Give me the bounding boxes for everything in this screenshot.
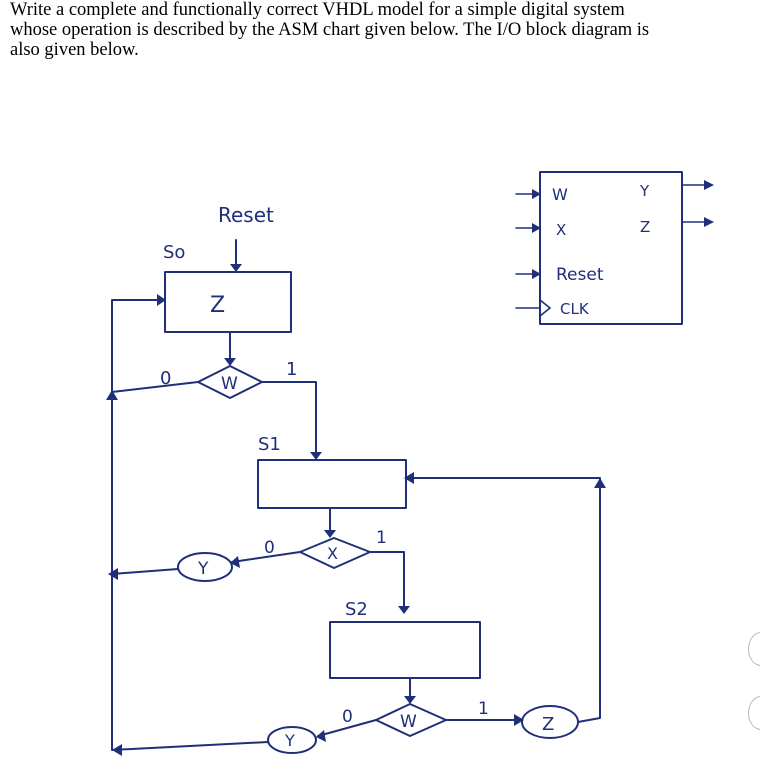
x-one-label: 1: [376, 528, 387, 548]
output-y-arrowhead: [704, 180, 714, 190]
x-one-path: [370, 552, 404, 612]
s2-state-box: [330, 622, 480, 678]
s0-state-box: [165, 272, 291, 332]
x-zero-label: 0: [264, 538, 275, 558]
cond-output-z-label: Z: [542, 714, 555, 735]
io-output-y: Y: [640, 182, 650, 200]
x-decision-label: X: [327, 544, 338, 563]
w2-one-label: 1: [478, 699, 489, 719]
io-output-z: Z: [640, 218, 651, 236]
x-one-arrowhead: [398, 606, 410, 614]
problem-line-3: also given below.: [10, 40, 139, 60]
s2-state-name: S2: [345, 599, 368, 620]
w-decision-1-label: W: [221, 374, 238, 394]
output-z-arrowhead: [704, 217, 714, 227]
s0-to-w-arrowhead: [224, 358, 236, 366]
s1-to-x-arrowhead: [324, 530, 336, 538]
cond-output-y-2-label: Y: [285, 731, 295, 750]
io-input-clk: CLK: [560, 300, 589, 318]
s0-output-label: Z: [210, 293, 226, 318]
w2-zero-arrowhead: [316, 730, 326, 742]
problem-line-1: Write a complete and functionally correct VHDL model for a simple digital system: [10, 0, 625, 20]
y2-return-path: [112, 574, 268, 750]
reset-label: Reset: [218, 203, 274, 227]
reset-arrowhead: [230, 264, 242, 272]
io-input-x: X: [556, 221, 567, 239]
problem-line-2: whose operation is described by the ASM chart given below. The I/O block diagram is: [10, 20, 650, 40]
io-input-w: W: [552, 185, 568, 204]
y1-to-left-wall: [112, 569, 178, 574]
w2-zero-label: 0: [342, 707, 353, 727]
s2-to-w-arrowhead: [404, 696, 416, 704]
io-input-reset: Reset: [556, 265, 604, 285]
cond-output-y-1-label: Y: [198, 559, 209, 579]
w1-one-arrowhead: [310, 452, 322, 460]
w1-zero-label: 0: [160, 368, 172, 389]
w-decision-2-label: W: [400, 712, 417, 732]
w1-one-label: 1: [286, 359, 298, 380]
s0-state-name: So: [163, 242, 186, 263]
z-return-up-arrowhead: [594, 478, 606, 488]
y2-return-arrowhead: [112, 744, 122, 756]
s1-state-name: S1: [258, 434, 281, 455]
w1-zero-loop: [112, 300, 198, 392]
s1-state-box: [258, 460, 406, 508]
clk-triangle-icon: [540, 300, 550, 316]
z-return-path: [406, 478, 600, 722]
